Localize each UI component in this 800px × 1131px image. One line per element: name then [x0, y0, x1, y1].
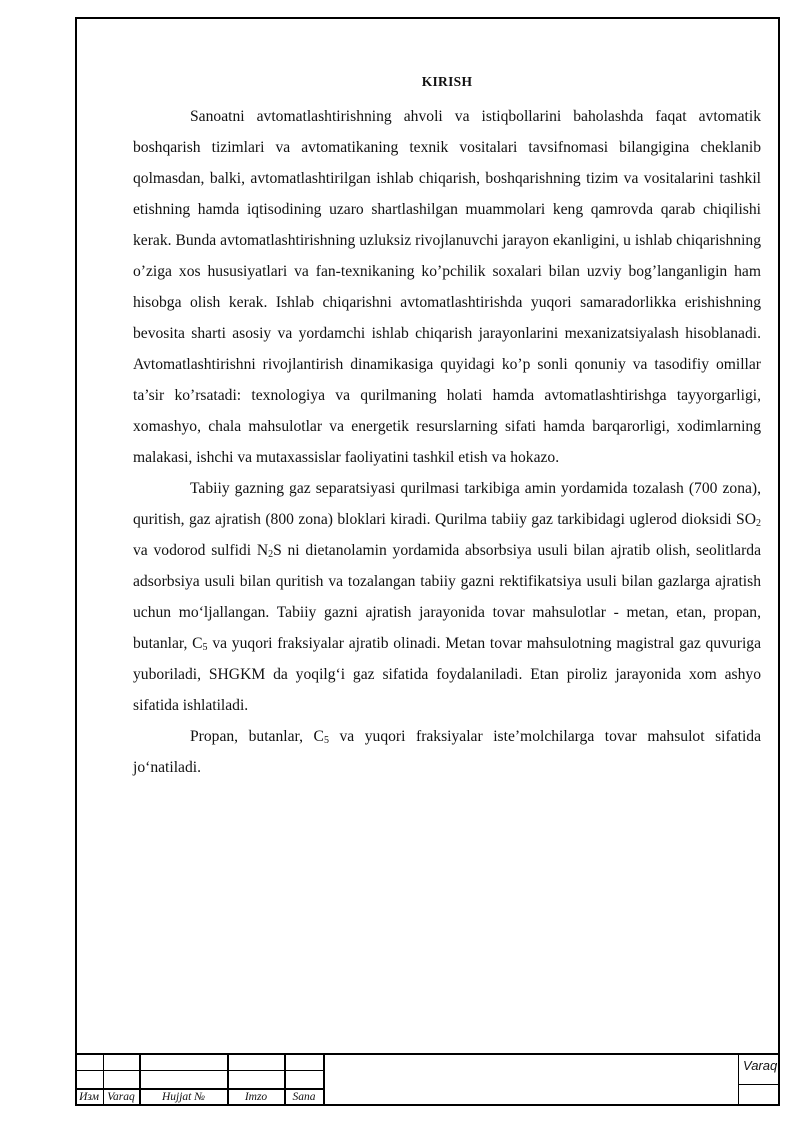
stamp-col-line	[323, 1053, 325, 1106]
stamp-label-varaq: Varaq	[107, 1091, 135, 1103]
text-run: Tabiiy gazning gaz separatsiyasi qurilmasi tarkibiga amin yordamida tozalash (700 zona), quritish, gaz ajratish (800 zona) bloklari kiradi. Qurilma tabiiy gaz tarkibidagi uglerod dioksidi SO	[133, 480, 761, 528]
text-run: va vodorod sulfidi N	[133, 542, 269, 559]
title-block	[75, 1053, 780, 1106]
paragraph-intro: Sanoatni avtomatlashtirishning ahvoli va istiqbollarini baholashda faqat avtomatik boshqarish tizimlari va avtomatikaning texnik vositalari tavsifnomasi bilangigina cheklanib qolmasdan, balki, avtomatlashtirilgan ishlab chiqarish, boshqarishning tizim va vositalarini tashkil etishning hamda iqtisodining uzaro shartlashilgan muammolari keng qamrovda qarab chiqilishi kerak. Bunda avtomatlashtirishning uzluksiz rivojlanuvchi jarayon ekanligini, u ishlab chiqarishning o’ziga xos hususiyatlari va fan-texnikaning ko’pchilik soxalari bilan uzviy bog’langanligin ham hisobga olish kerak. Ishlab chiqarishni avtomatlashtirishda yuqori samaradorlikka erishishning bevosita sharti asosiy va yordamchi ishlab chiqarish jarayonlarini mexanizatsiyalash hisoblanadi. Avtomatlashtirishni rivojlantirish dinamikasiga quyidagi ko’p sonli qonuniy va tasodifiy omillar ta’sir ko’rsatadi: texnologiya va qurilmaning holati hamda avtomatlashtirishga tayyorgarligi, xomashyo, chala mahsulotlar va energetik resurslarning sifati hamda barqarorligi, xodimlarning malakasi, ishchi va mutaxassislar faoliyatini tashkil etish va hokazo.	[133, 108, 761, 466]
stamp-label-sana: Sana	[292, 1091, 316, 1103]
sheet-label: Varaq	[743, 1058, 778, 1073]
paragraph-products	[133, 721, 761, 783]
sheet-box-line	[738, 1053, 739, 1106]
stamp-top-border	[75, 1053, 780, 1055]
paragraph-gas-separation	[133, 473, 761, 721]
text-run: va yuqori fraksiyalar ajratib olinadi. Metan tovar mahsulotning magistral gaz quvuriga yuboriladi, SHGKM da yoqilg‘i gaz sifatida foydalaniladi. Etan piroliz jarayonida xom ashyo sifatida ishlatiladi.	[133, 635, 761, 714]
subscript: 5	[323, 735, 329, 746]
subscript: 2	[268, 549, 274, 560]
subscript: 2	[756, 518, 761, 529]
stamp-label-imzo: Imzo	[244, 1091, 268, 1103]
sheet-box-line	[738, 1084, 780, 1085]
text-run: va yuqori fraksiyalar iste’molchilarga tovar mahsulot sifatida jo‘natiladi.	[133, 728, 761, 776]
stamp-row-line	[75, 1070, 325, 1071]
stamp-row-line	[75, 1088, 325, 1090]
stamp-label-izm: Изм	[79, 1091, 99, 1103]
subscript: 5	[202, 642, 208, 653]
document-title: KIRISH	[421, 74, 473, 89]
text-run: S ni dietanolamin yordamida absorbsiya usuli bilan ajratib olish, seolitlarda adsorbsiya usuli bilan quritish va tozalangan tabiiy gazni rektifikatsiya usuli bilan gazlarga ajratish uchun mo‘ljallangan. Tabiiy gazni ajratish jarayonida tovar mahsulotlar - metan, etan, propan, butanlar, C	[133, 542, 761, 652]
text-run: Propan, butanlar, C	[190, 728, 324, 745]
document-body	[133, 74, 761, 783]
stamp-label-hujjat: Hujjat №	[161, 1091, 206, 1103]
